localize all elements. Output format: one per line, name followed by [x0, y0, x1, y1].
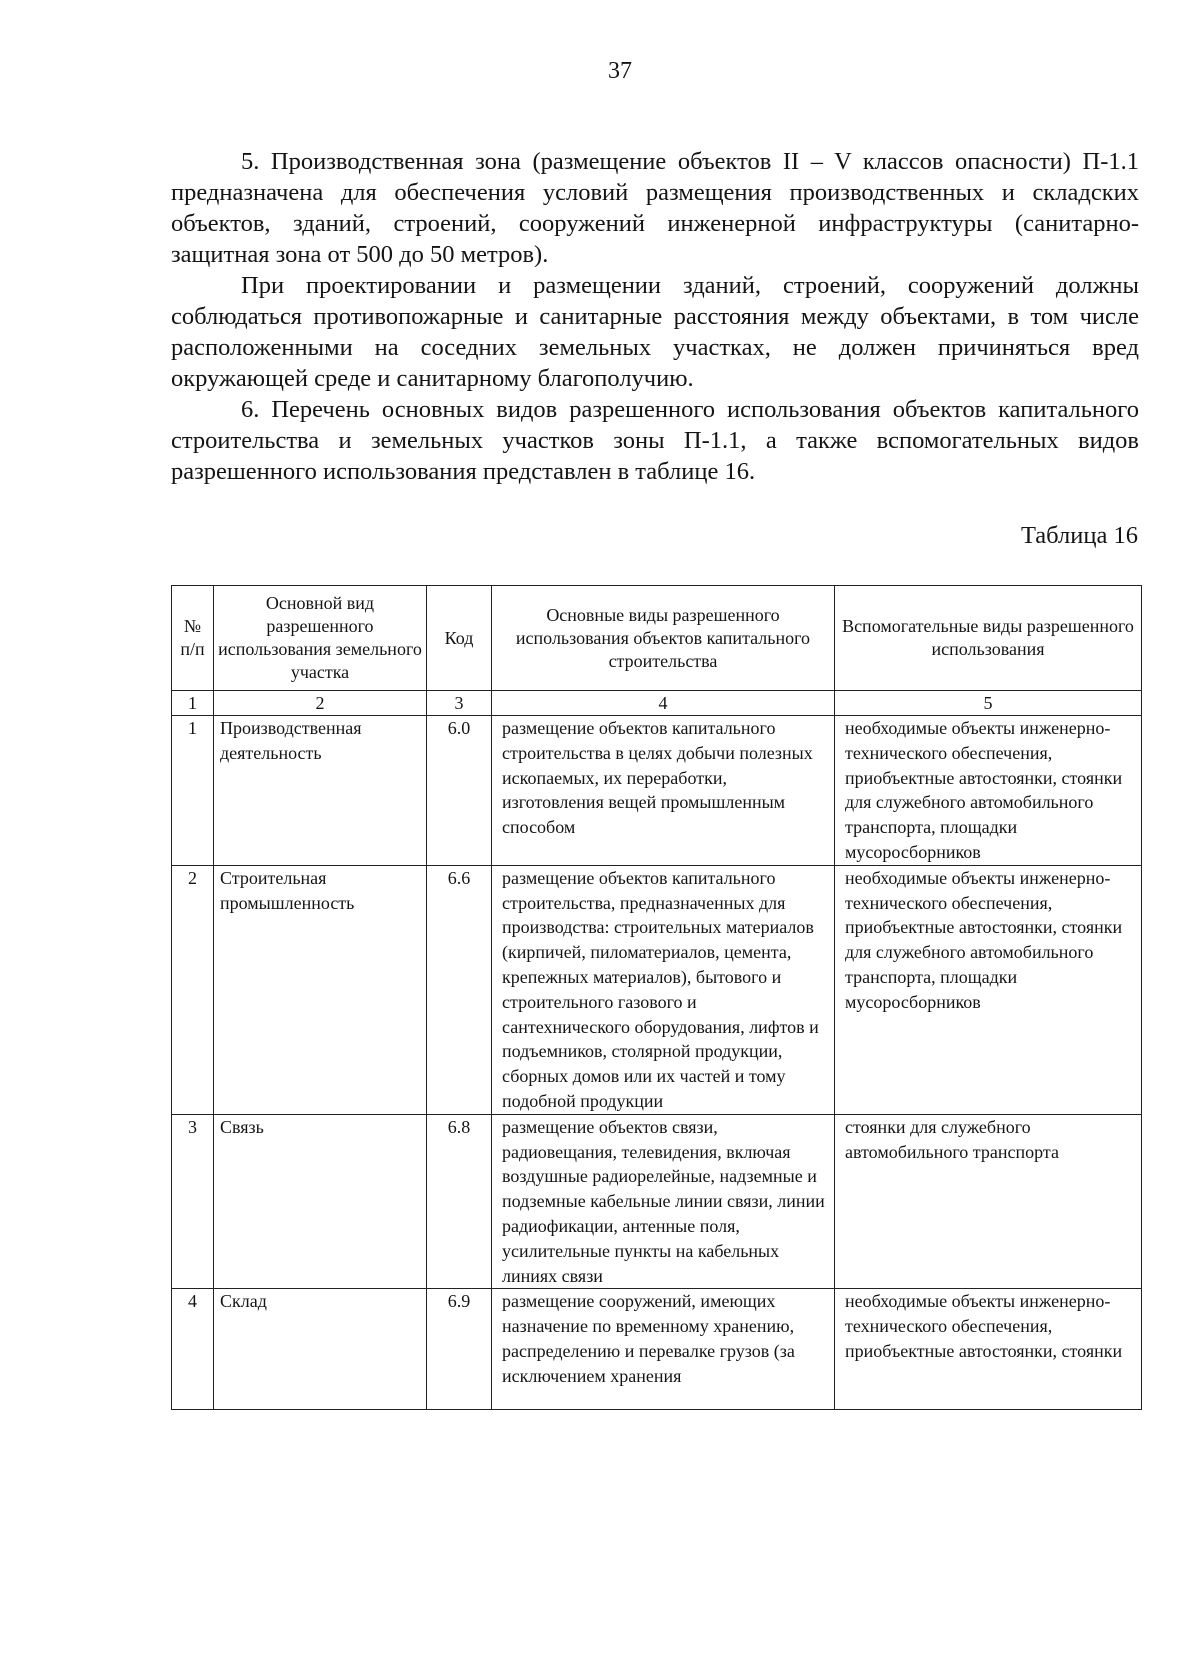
row-land-use: Строительная промышленность	[214, 865, 427, 1114]
row-main-uses: размещение объектов капитального строительства в целях добычи полезных ископаемых, их переработки, изготовления вещей промышленным способом	[492, 716, 835, 866]
paragraph-design-requirements: При проектировании и размещении зданий, строений, сооружений должны соблюдаться противопожарные и санитарные расстояния между объектами, в том числе расположенными на соседних земельных участках, не должен причиняться вред окружающей среде и санитарному благополучию.	[171, 272, 1139, 392]
row-land-use: Производственная деятельность	[214, 716, 427, 866]
header-auxiliary-uses: Вспомогательные виды разрешенного использования	[835, 586, 1142, 691]
row-number: 1	[172, 716, 214, 866]
paragraph-zone-description: 5. Производственная зона (размещение объектов II – V классов опасности) П-1.1 предназначена для обеспечения условий размещения производственных и складских объектов, зданий, строений, сооружений инженерной инфраструктуры (санитарно-защитная зона от 500 до 50 метров).	[171, 148, 1139, 268]
table-caption: Таблица 16	[1020, 522, 1138, 549]
row-number: 4	[172, 1289, 214, 1410]
row-code: 6.8	[427, 1114, 492, 1289]
table-row	[172, 1114, 1142, 1289]
column-number: 4	[492, 691, 835, 716]
table-row	[172, 1289, 1142, 1410]
row-main-uses: размещение объектов связи, радиовещания, телевидения, включая воздушные радиорелейные, надземные и подземные кабельные линии связи, линии радиофикации, антенные поля, усилительные пункты на кабельных линиях связи	[492, 1114, 835, 1289]
table-header-row	[172, 586, 1142, 691]
row-aux-uses: необходимые объекты инженерно-технического обеспечения, приобъектные автостоянки, стоянки для служебного автомобильного транспорта, площадки мусоросборников	[835, 865, 1142, 1114]
body-text	[171, 146, 1139, 487]
row-land-use: Склад	[214, 1289, 427, 1410]
column-number: 3	[427, 691, 492, 716]
paragraph-uses-list: 6. Перечень основных видов разрешенного использования объектов капитального строительства и земельных участков зоны П-1.1, а также вспомогательных видов разрешенного использования представлен в таблице 16.	[171, 396, 1139, 485]
column-numbers-row	[172, 691, 1142, 716]
row-aux-uses: стоянки для служебного автомобильного транспорта	[835, 1114, 1142, 1289]
row-code: 6.9	[427, 1289, 492, 1410]
row-aux-uses: необходимые объекты инженерно-технического обеспечения, приобъектные автостоянки, стоянки для служебного автомобильного транспорта, площадки мусоросборников	[835, 716, 1142, 866]
row-code: 6.6	[427, 865, 492, 1114]
header-code: Код	[427, 586, 492, 691]
row-main-uses: размещение сооружений, имеющих назначение по временному хранению, распределению и перевалке грузов (за исключением хранения	[492, 1289, 835, 1410]
permitted-uses-table	[171, 585, 1142, 1410]
column-number: 1	[172, 691, 214, 716]
row-main-uses: размещение объектов капитального строительства, предназначенных для производства: строительных материалов (кирпичей, пиломатериалов, цемента, крепежных материалов), бытового и строительного газового и сантехнического оборудования, лифтов и подъемников, столярной продукции, сборных домов или их частей и тому подобной продукции	[492, 865, 835, 1114]
row-number: 2	[172, 865, 214, 1114]
column-number: 2	[214, 691, 427, 716]
table-row	[172, 865, 1142, 1114]
table-row	[172, 716, 1142, 866]
page-number: 37	[608, 58, 632, 84]
column-number: 5	[835, 691, 1142, 716]
row-aux-uses: необходимые объекты инженерно-технического обеспечения, приобъектные автостоянки, стоянки	[835, 1289, 1142, 1410]
header-main-land-use: Основной вид разрешенного использования земельного участка	[214, 586, 427, 691]
header-main-construction-uses: Основные виды разрешенного использования объектов капитального строительства	[492, 586, 835, 691]
row-number: 3	[172, 1114, 214, 1289]
row-land-use: Связь	[214, 1114, 427, 1289]
row-code: 6.0	[427, 716, 492, 866]
header-number: № п/п	[172, 586, 214, 691]
